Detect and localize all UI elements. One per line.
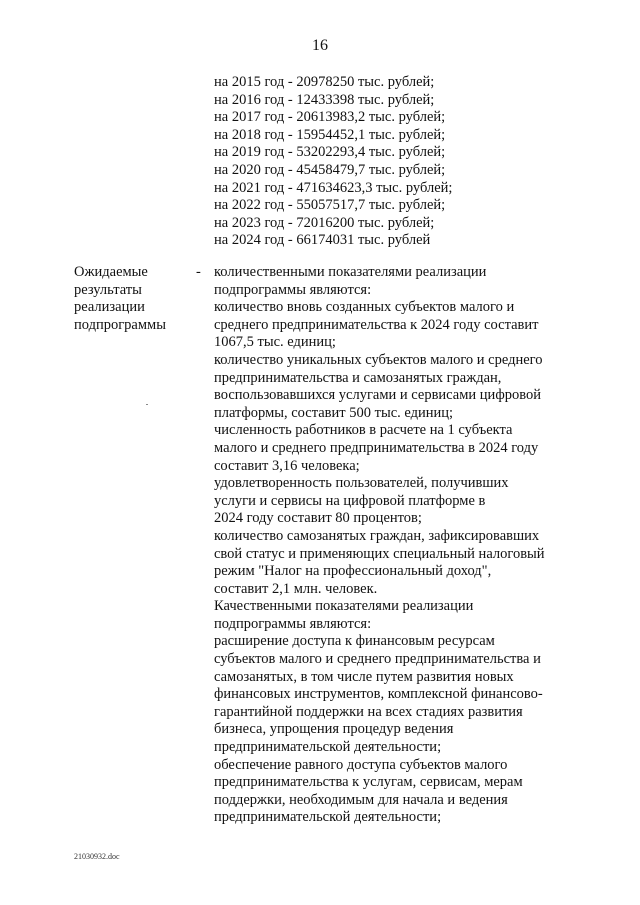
scan-speck [146, 404, 148, 405]
results-line: свой статус и применяющих специальный налоговый [214, 545, 545, 562]
results-line: финансовых инструментов, комплексной финансово- [214, 686, 543, 703]
page-number: 16 [312, 37, 328, 54]
funding-line: на 2019 год - 53202293,4 тыс. рублей; [214, 144, 446, 161]
results-line: подпрограммы являются: [214, 281, 372, 298]
results-line: количество вновь созданных субъектов малого и [214, 299, 515, 316]
results-line: гарантийной поддержки на всех стадиях развития [214, 703, 523, 720]
funding-list [214, 74, 452, 250]
funding-line: на 2020 год - 45458479,7 тыс. рублей; [214, 161, 446, 178]
section-label [74, 264, 166, 334]
results-line: предпринимательства к услугам, сервисам, мерам [214, 774, 523, 791]
funding-line: на 2022 год - 55057517,7 тыс. рублей; [214, 197, 446, 214]
funding-line: на 2018 год - 15954452,1 тыс. рублей; [214, 126, 446, 143]
results-line: 1067,5 тыс. единиц; [214, 334, 336, 351]
results-line: расширение доступа к финансовым ресурсам [214, 633, 495, 650]
results-line: предпринимательства и самозанятых граждан, [214, 369, 502, 386]
results-line: услуги и сервисы на цифровой платформе в [214, 492, 486, 509]
results-line: малого и среднего предпринимательства в 2024 году [214, 439, 539, 456]
funding-line: на 2016 год - 12433398 тыс. рублей; [214, 91, 435, 108]
funding-line: на 2015 год - 20978250 тыс. рублей; [214, 74, 435, 90]
funding-line: на 2024 год - 66174031 тыс. рублей [214, 232, 431, 249]
footer-filename: 21030932.doc [74, 852, 120, 861]
funding-line: на 2021 год - 471634623,3 тыс. рублей; [214, 179, 453, 196]
label-dash: - [196, 264, 201, 280]
results-line: количественными показателями реализации [214, 264, 487, 280]
results-line: предпринимательской деятельности; [214, 809, 442, 826]
results-line: среднего предпринимательства к 2024 году составит [214, 316, 539, 333]
results-text [214, 264, 545, 827]
results-line: количество самозанятых граждан, зафиксировавших [214, 527, 540, 544]
results-line: Качественными показателями реализации [214, 598, 474, 615]
results-line: количество уникальных субъектов малого и среднего [214, 351, 543, 368]
results-line: платформы, составит 500 тыс. единиц; [214, 404, 454, 421]
section-label-line: Ожидаемые [74, 264, 148, 280]
funding-line: на 2023 год - 72016200 тыс. рублей; [214, 214, 435, 231]
results-line: режим "Налог на профессиональный доход", [214, 563, 492, 580]
section-label-line: подпрограммы [74, 316, 166, 333]
results-line: воспользовавшихся услугами и сервисами цифровой [214, 387, 541, 404]
results-line: подпрограммы являются: [214, 615, 372, 632]
results-line: бизнеса, упрощения процедур ведения [214, 721, 454, 738]
results-line: поддержки, необходимым для начала и ведения [214, 791, 508, 808]
funding-line: на 2017 год - 20613983,2 тыс. рублей; [214, 109, 446, 126]
results-line: составит 2,1 млн. человек. [214, 580, 378, 597]
section-label-line: результаты [74, 281, 142, 298]
results-line: удовлетворенность пользователей, получивших [214, 475, 509, 492]
results-line: численность работников в расчете на 1 субъекта [214, 422, 513, 439]
section-label-line: реализации [74, 299, 145, 316]
results-line: предпринимательской деятельности; [214, 739, 442, 756]
results-line: обеспечение равного доступа субъектов малого [214, 756, 508, 773]
results-line: составит 3,16 человека; [214, 457, 360, 474]
results-line: 2024 году составит 80 процентов; [214, 510, 422, 527]
results-line: самозанятых, в том числе путем развития новых [214, 668, 514, 685]
results-line: субъектов малого и среднего предпринимательства и [214, 651, 541, 668]
